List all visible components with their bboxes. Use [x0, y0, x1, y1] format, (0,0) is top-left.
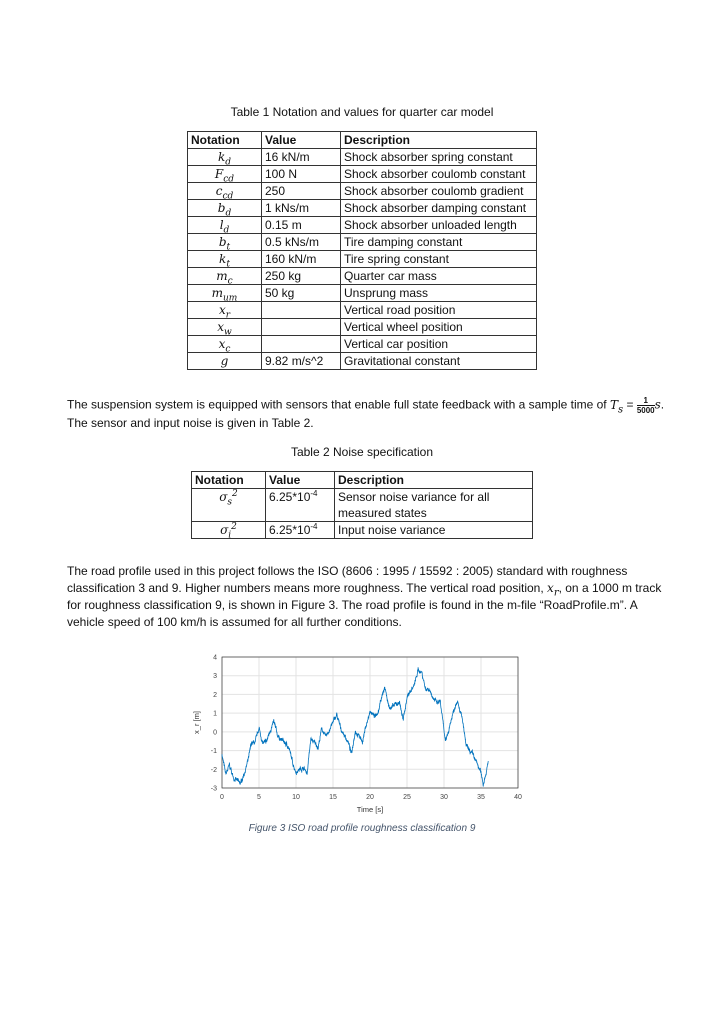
notation-cell: $x_w$: [188, 319, 262, 336]
notation-cell: $l_d$: [188, 217, 262, 234]
table-header-row: [192, 472, 533, 489]
table-row: [188, 200, 537, 217]
table-row: [188, 336, 537, 353]
value-cell: 250 kg: [262, 268, 341, 285]
description-cell: Vertical wheel position: [341, 319, 537, 336]
value-cell: 100 N: [262, 166, 341, 183]
x-tick-label: 20: [366, 794, 374, 801]
x-tick-label: 5: [257, 794, 261, 801]
table-row: [188, 183, 537, 200]
x-axis-label: Time [s]: [356, 805, 384, 814]
description-cell: Unsprung mass: [341, 285, 537, 302]
x-tick-label: 35: [477, 794, 485, 801]
table-row: [188, 319, 537, 336]
value-cell: [262, 319, 341, 336]
notation-cell: $m_c$: [188, 268, 262, 285]
paragraph-text: The suspension system is equipped with sensors that enable full state feedback with a sample time of: [67, 397, 610, 412]
description-cell: Shock absorber damping constant: [341, 200, 537, 217]
paragraph-text-rest: . The sensor and input noise is given in Table 2.: [67, 397, 665, 430]
value-cell: $6.25*10^{-4}$: [266, 489, 335, 522]
table-row: [188, 166, 537, 183]
table-row: [188, 149, 537, 166]
value-cell: [262, 336, 341, 353]
notation-cell: $m_{um}$: [188, 285, 262, 302]
value-cell: $6.25*10^{-4}$: [266, 522, 335, 539]
value-cell: 16 kN/m: [262, 149, 341, 166]
description-cell: Shock absorber spring constant: [341, 149, 537, 166]
noise-table: [191, 471, 533, 539]
description-cell: Input noise variance: [335, 522, 533, 539]
document-body: [0, 104, 724, 836]
table-header-row: [188, 132, 537, 149]
description-cell: Gravitational constant: [341, 353, 537, 370]
y-tick-label: -1: [210, 748, 217, 756]
ts-symbol: $T_s$: [609, 397, 624, 416]
paragraph-sensors: [67, 396, 667, 432]
notation-cell: $k_d$: [188, 149, 262, 166]
table2-caption: Table 2 Noise specification: [290, 445, 434, 459]
figure-caption: Figure 3 ISO road profile roughness classification 9: [248, 823, 476, 834]
header-notation: Notation: [188, 132, 262, 149]
description-cell: Shock absorber coulomb gradient: [341, 183, 537, 200]
y-tick-label: 3: [213, 673, 217, 681]
notation-cell: $\sigma_i^2$: [192, 522, 266, 539]
header-notation: Notation: [192, 472, 266, 489]
x-tick-label: 15: [329, 794, 337, 801]
table-row: [188, 285, 537, 302]
y-axis-label: x_r [m]: [192, 711, 201, 734]
value-cell: 0.5 kNs/m: [262, 234, 341, 251]
header-description: Description: [341, 132, 537, 149]
description-cell: Shock absorber unloaded length: [341, 217, 537, 234]
notation-cell: $x_c$: [188, 336, 262, 353]
header-value: Value: [262, 132, 341, 149]
notation-cell: $\sigma_s^2$: [192, 489, 266, 522]
notation-cell: $F_{cd}$: [188, 166, 262, 183]
equals-sign: =: [623, 397, 634, 412]
fraction: $\frac{1}{5000}$: [636, 396, 655, 415]
x-tick-label: 10: [292, 794, 300, 801]
y-tick-label: 1: [213, 710, 217, 718]
y-tick-label: -2: [210, 766, 217, 774]
notation-table: [187, 131, 537, 370]
xr-symbol: $x_r$: [547, 581, 559, 599]
table-row: [188, 353, 537, 370]
y-tick-label: 0: [213, 729, 217, 737]
notation-cell: $x_r$: [188, 302, 262, 319]
x-tick-label: 30: [440, 794, 448, 801]
table-row: [188, 234, 537, 251]
description-cell: Tire spring constant: [341, 251, 537, 268]
description-cell: Sensor noise variance for all measured states: [335, 489, 533, 522]
table-row: [192, 522, 533, 539]
description-cell: Tire damping constant: [341, 234, 537, 251]
notation-cell: $k_t$: [188, 251, 262, 268]
value-cell: 160 kN/m: [262, 251, 341, 268]
value-cell: 250: [262, 183, 341, 200]
table-row: [188, 251, 537, 268]
value-cell: 0.15 m: [262, 217, 341, 234]
table-row: [188, 268, 537, 285]
y-tick-label: 4: [213, 654, 217, 662]
notation-cell: g: [188, 353, 262, 370]
table-row: [188, 302, 537, 319]
road-profile-chart: [190, 645, 530, 820]
paragraph-text: The road profile used in this project follows the ISO (8606 : 1995 / 15592 : 2005) standard with roughness classification 3 and 9. Higher numbers means more roughness. The vertical road position,: [67, 564, 628, 595]
y-tick-label: 2: [213, 691, 217, 699]
paragraph-text-rest: , on a 1000 m track for roughness classification 9, is shown in Figure 3. The road profile is found in the m-file “RoadProfile.m”. A vehicle speed of 100 km/h is assumed for all further conditions.: [67, 581, 662, 629]
value-cell: [262, 302, 341, 319]
value-cell: 50 kg: [262, 285, 341, 302]
table1-caption: Table 1 Notation and values for quarter car model: [230, 105, 494, 119]
notation-cell: $b_d$: [188, 200, 262, 217]
y-tick-label: -3: [210, 785, 217, 793]
notation-cell: $c_{cd}$: [188, 183, 262, 200]
description-cell: Quarter car mass: [341, 268, 537, 285]
description-cell: Vertical road position: [341, 302, 537, 319]
description-cell: Shock absorber coulomb constant: [341, 166, 537, 183]
table-row: [188, 217, 537, 234]
paragraph-road-profile: [67, 563, 667, 631]
description-cell: Vertical car position: [341, 336, 537, 353]
notation-cell: $b_t$: [188, 234, 262, 251]
x-tick-label: 0: [220, 794, 224, 801]
table-row: [192, 489, 533, 522]
x-tick-label: 40: [514, 794, 522, 801]
value-cell: 9.82 m/s^2: [262, 353, 341, 370]
x-tick-label: 25: [403, 794, 411, 801]
header-description: Description: [335, 472, 533, 489]
value-cell: 1 kNs/m: [262, 200, 341, 217]
header-value: Value: [266, 472, 335, 489]
unit: s: [654, 397, 661, 412]
